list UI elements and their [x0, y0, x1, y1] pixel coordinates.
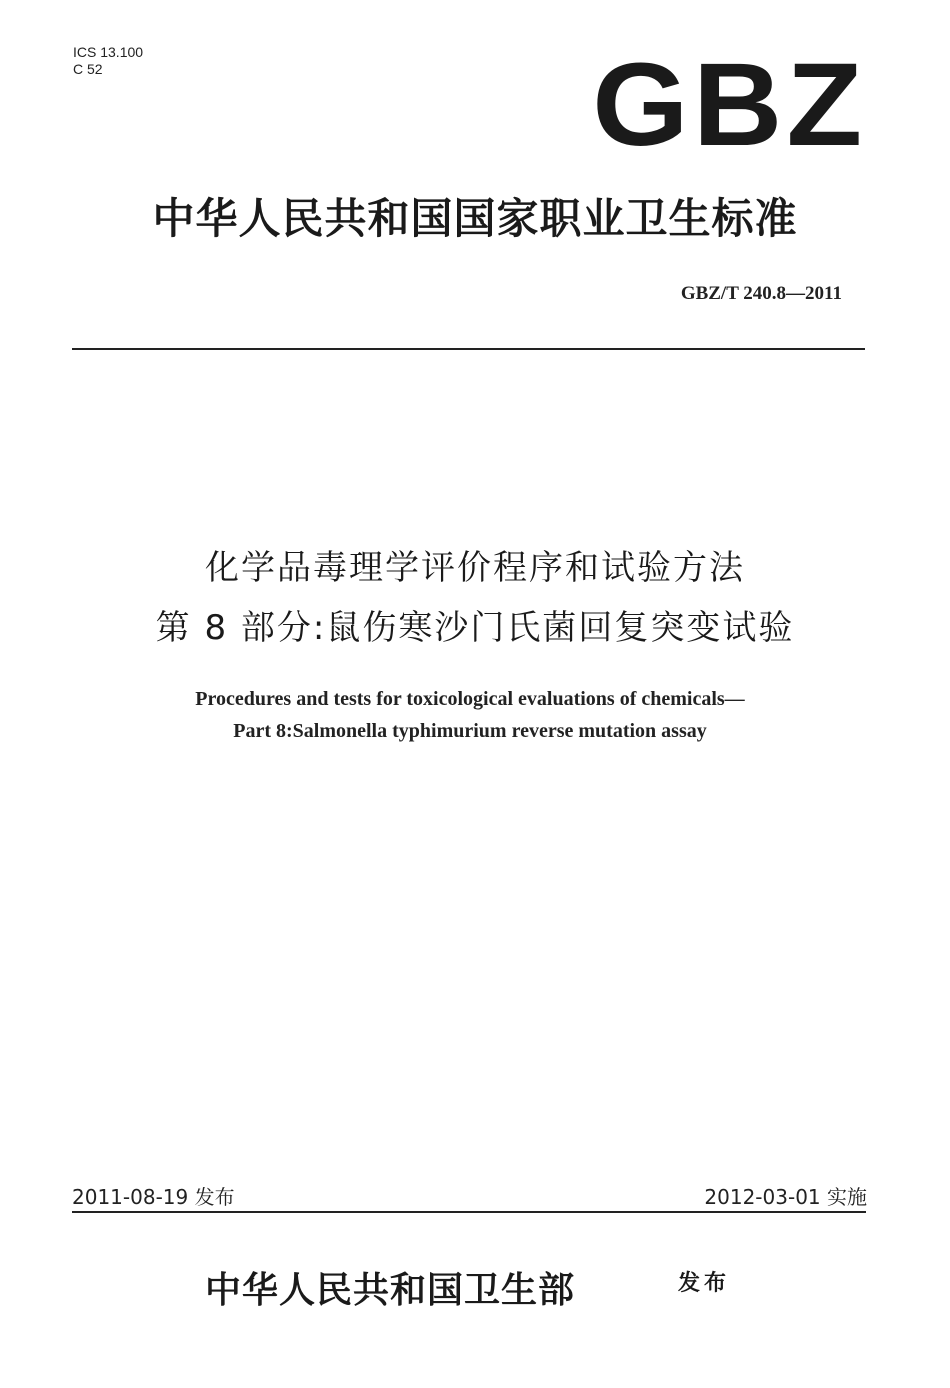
english-title-line-1: Procedures and tests for toxicological evaluations of chemicals— — [195, 688, 745, 710]
chinese-title-line-1: 化学品毒理学评价程序和试验方法 — [205, 548, 745, 588]
standard-number: GBZ/T 240.8—2011 — [680, 283, 842, 304]
top-divider — [72, 348, 865, 350]
ics-code: ICS 13.100 — [73, 44, 144, 60]
standard-category-title: 中华人民共和国国家职业卫生标准 — [152, 194, 798, 243]
publish-label: 发布 — [678, 1270, 731, 1296]
classification-codes — [73, 44, 143, 78]
chinese-title-line-2: 第 8 部分:鼠伤寒沙门氏菌回复突变试验 — [155, 608, 795, 648]
english-title-line-2: Part 8:Salmonella typhimurium reverse mutation assay — [233, 720, 707, 742]
gbz-logo: GBZ — [592, 39, 867, 171]
issue-date: 2011-08-19 发布 — [72, 1185, 235, 1209]
publisher-name: 中华人民共和国卫生部 — [205, 1269, 576, 1311]
implementation-date: 2012-03-01 实施 — [704, 1185, 867, 1209]
ccs-code: C 52 — [73, 61, 103, 77]
bottom-divider — [72, 1211, 866, 1213]
